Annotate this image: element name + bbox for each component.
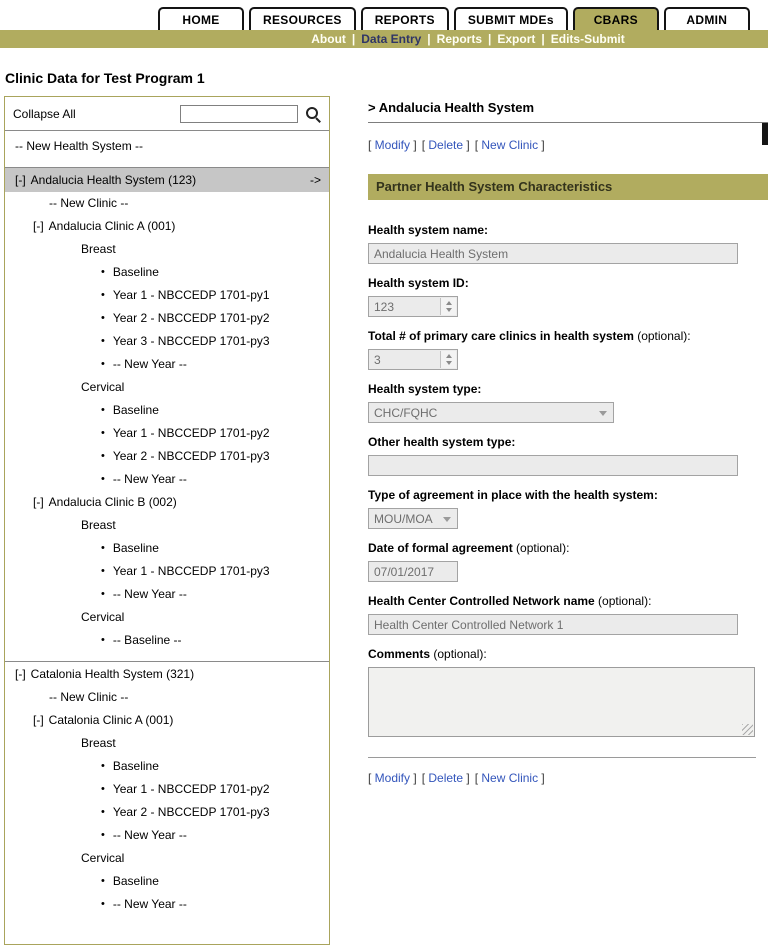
tree-collapse-toggle[interactable]: [-] (15, 173, 26, 187)
bracket: [ (474, 138, 482, 152)
tree-item[interactable] (5, 192, 329, 215)
tree-item[interactable] (5, 629, 329, 652)
tree-item[interactable] (5, 215, 329, 238)
field-value: Andalucia Health System (374, 246, 509, 261)
section-header: Partner Health System Characteristics (368, 174, 768, 200)
action-links (368, 771, 768, 785)
bottom-divider (368, 757, 756, 758)
field-label-text: Other health system type: (368, 435, 516, 449)
form-field (368, 435, 768, 476)
spinner-up-icon[interactable] (446, 301, 452, 305)
field-optional-text: (optional): (594, 594, 652, 608)
field-other-health-system-type[interactable] (368, 455, 738, 476)
action-links (368, 138, 768, 152)
field-label-text: Date of formal agreement (368, 541, 513, 555)
tree-item-label: Cervical (81, 380, 125, 394)
tree-item-label: Catalonia Clinic A (001) (48, 713, 174, 727)
breadcrumb: > Andalucia Health System (368, 100, 535, 115)
field-label-text: Health Center Controlled Network name (368, 594, 595, 608)
subnav-separator: | (427, 32, 431, 46)
tree-item[interactable] (5, 445, 329, 468)
search-icon[interactable] (304, 105, 321, 122)
field-label (368, 594, 768, 608)
field-label-text: Health system type: (368, 382, 482, 396)
action-link-modify[interactable]: Modify (374, 138, 411, 152)
tree-item[interactable] (5, 583, 329, 606)
tree-item[interactable] (5, 514, 329, 537)
tree-item[interactable] (5, 686, 329, 709)
tree-item[interactable] (5, 801, 329, 824)
field-health-system-type[interactable] (368, 402, 614, 423)
field-label-text: Total # of primary care clinics in health system (368, 329, 634, 343)
bracket: [ (368, 771, 375, 785)
bullet-icon: • (101, 473, 105, 485)
action-link-new-clinic[interactable]: New Clinic (481, 771, 539, 785)
tab-reports[interactable]: REPORTS (361, 7, 449, 30)
bullet-icon: • (101, 875, 105, 887)
tree-item[interactable] (5, 422, 329, 445)
tree-item-label: Year 1 - NBCCEDP 1701-py1 (112, 288, 270, 302)
bracket: ] (410, 771, 417, 785)
tree-item[interactable] (5, 261, 329, 284)
tree (5, 131, 329, 916)
field-type-of-agreement-in-place-with-the-health-system[interactable] (368, 508, 458, 529)
tree-item-label: Baseline (112, 403, 159, 417)
field-date-of-formal-agreement[interactable] (368, 561, 458, 582)
field-value: MOU/MOA (374, 511, 433, 526)
bullet-icon: • (101, 760, 105, 772)
field-health-system-name[interactable] (368, 243, 738, 264)
tree-item[interactable] (5, 847, 329, 870)
bullet-icon: • (101, 542, 105, 554)
field-health-system-id[interactable] (368, 296, 458, 317)
tree-item-label: Breast (81, 736, 116, 750)
action-item (475, 138, 545, 152)
bullet-icon: • (101, 427, 105, 439)
tree-item-label: -- New Health System -- (15, 138, 144, 153)
tree-item-label: Baseline (112, 541, 159, 555)
subnav-separator: | (541, 32, 545, 46)
field-label (368, 541, 768, 555)
bullet-icon: • (101, 404, 105, 416)
field-label (368, 382, 768, 396)
field-label-text: Health system ID: (368, 276, 469, 290)
form-field (368, 276, 768, 317)
field-label-text: Type of agreement in place with the health system: (368, 488, 658, 502)
tree-item-label: Baseline (112, 759, 159, 773)
bullet-icon: • (101, 335, 105, 347)
bullet-icon: • (101, 565, 105, 577)
bullet-icon: • (101, 634, 105, 646)
bracket: ] (463, 771, 470, 785)
tree-item-label: -- New Clinic -- (49, 690, 129, 704)
spinner-buttons[interactable] (440, 351, 456, 368)
tree-item-label: Andalucia Clinic A (001) (48, 219, 176, 233)
bracket: ] (538, 138, 545, 152)
tree-item-label: Year 3 - NBCCEDP 1701-py3 (112, 334, 270, 348)
field-comments[interactable] (368, 667, 755, 737)
subnav-separator: | (351, 32, 356, 46)
action-item (422, 771, 470, 785)
subnav-separator: | (488, 32, 492, 46)
top-divider (368, 122, 768, 123)
tree-item[interactable] (5, 376, 329, 399)
bracket: [ (421, 138, 429, 152)
tree-item[interactable] (5, 284, 329, 307)
tree-item-label: -- New Year -- (112, 472, 187, 486)
tree-item[interactable] (5, 537, 329, 560)
field-label (368, 435, 768, 449)
tree-item-label: Year 1 - NBCCEDP 1701-py2 (112, 426, 270, 440)
tab-submit-mdes[interactable]: SUBMIT MDEs (454, 7, 568, 30)
action-item (368, 771, 417, 785)
tree-item[interactable] (5, 330, 329, 353)
dropdown-arrow-icon (599, 411, 607, 416)
field-health-center-controlled-network-name[interactable] (368, 614, 738, 635)
form (368, 223, 768, 737)
right-edge-scrollbar-fragment (762, 123, 768, 145)
tree-item[interactable] (5, 238, 329, 261)
field-total-of-primary-care-clinics-in-health-system[interactable] (368, 349, 458, 370)
action-item (368, 138, 417, 152)
bracket: [ (421, 771, 429, 785)
subnav (0, 30, 768, 48)
detail-panel (368, 96, 768, 785)
tree-item[interactable] (5, 893, 329, 916)
bullet-icon: • (101, 806, 105, 818)
tab-cbars[interactable]: CBARS (573, 7, 659, 30)
bullet-icon: • (101, 358, 105, 370)
tree-item-label: Year 1 - NBCCEDP 1701-py3 (112, 564, 270, 578)
selected-arrow-icon: -> (309, 173, 321, 187)
bullet-icon: • (101, 588, 105, 600)
tree-item[interactable] (5, 307, 329, 330)
field-label-text: Comments (368, 647, 431, 661)
dropdown-arrow-icon (443, 517, 451, 522)
action-link-delete[interactable]: Delete (428, 138, 464, 152)
subnav-item-export[interactable]: Export (497, 32, 536, 46)
tree-item-label: -- New Year -- (112, 828, 187, 842)
tree-item-label: Year 2 - NBCCEDP 1701-py3 (112, 805, 270, 819)
bracket: ] (410, 138, 417, 152)
bullet-icon: • (101, 783, 105, 795)
spinner-up-icon[interactable] (446, 354, 452, 358)
tree-item-label: Breast (81, 242, 116, 256)
tree-item-label: Andalucia Health System (123) (30, 173, 197, 187)
field-optional-text: (optional): (512, 541, 570, 555)
subnav-item-edits-submit[interactable]: Edits-Submit (550, 32, 625, 46)
spinner-down-icon[interactable] (446, 308, 452, 312)
tree-item[interactable] (5, 399, 329, 422)
tree-item[interactable] (5, 167, 329, 192)
tree-item-label: -- New Clinic -- (49, 196, 129, 210)
spinner-down-icon[interactable] (446, 361, 452, 365)
form-field (368, 594, 768, 635)
tree-collapse-toggle[interactable]: [-] (33, 713, 44, 727)
field-value: CHC/FQHC (374, 405, 438, 420)
tree-item[interactable] (5, 824, 329, 847)
tab-bar (158, 7, 750, 30)
tree-item[interactable] (5, 870, 329, 893)
bullet-icon: • (101, 450, 105, 462)
bullet-icon: • (101, 289, 105, 301)
tree-item[interactable] (5, 131, 329, 161)
tree-panel (4, 96, 330, 945)
field-label (368, 329, 768, 343)
tree-item-label: Cervical (81, 610, 125, 624)
action-item (422, 138, 470, 152)
form-field (368, 488, 768, 529)
field-label (368, 223, 768, 237)
tree-item[interactable] (5, 709, 329, 732)
page-title: Clinic Data for Test Program 1 (5, 70, 205, 86)
tree-item-label: -- New Year -- (112, 357, 187, 371)
action-link-delete[interactable]: Delete (428, 771, 464, 785)
tree-item-label: Year 1 - NBCCEDP 1701-py2 (112, 782, 270, 796)
form-field (368, 382, 768, 423)
field-value: 07/01/2017 (374, 564, 435, 579)
bullet-icon: • (101, 829, 105, 841)
form-field (368, 223, 768, 264)
tree-item[interactable] (5, 468, 329, 491)
tree-item[interactable] (5, 491, 329, 514)
search-input[interactable] (180, 105, 298, 123)
tree-item[interactable] (5, 606, 329, 629)
tree-item[interactable] (5, 732, 329, 755)
bullet-icon: • (101, 266, 105, 278)
bracket: [ (474, 771, 482, 785)
subnav-item-data-entry[interactable]: Data Entry (361, 32, 422, 46)
tree-collapse-toggle[interactable]: [-] (33, 219, 44, 233)
tree-item-label: Cervical (81, 851, 125, 865)
tree-item-label: Year 2 - NBCCEDP 1701-py2 (112, 311, 270, 325)
bracket: ] (538, 771, 545, 785)
tree-item-label: Catalonia Health System (321) (30, 667, 195, 681)
tab-resources[interactable]: RESOURCES (249, 7, 356, 30)
form-field (368, 541, 768, 582)
tree-item-label: -- Baseline -- (112, 633, 182, 647)
field-label-text: Health system name: (368, 223, 489, 237)
tree-item-label: -- New Year -- (112, 897, 187, 911)
tree-item-label: Andalucia Clinic B (002) (48, 495, 177, 509)
subnav-item-about[interactable]: About (311, 32, 346, 46)
field-label (368, 647, 768, 661)
form-field (368, 329, 768, 370)
tree-item-label: Baseline (112, 265, 159, 279)
tree-item-label: Year 2 - NBCCEDP 1701-py3 (112, 449, 270, 463)
field-value: 3 (374, 352, 381, 367)
action-link-modify[interactable]: Modify (374, 771, 411, 785)
tree-item[interactable] (5, 755, 329, 778)
tree-item[interactable] (5, 353, 329, 376)
action-item (475, 771, 545, 785)
field-optional-text: (optional): (430, 647, 487, 661)
field-value: Health Center Controlled Network 1 (374, 617, 564, 632)
field-label (368, 276, 768, 290)
tree-item-label: Breast (81, 518, 116, 532)
tree-item-label: Baseline (112, 874, 159, 888)
resize-grip-icon[interactable] (742, 724, 753, 735)
spinner-buttons[interactable] (440, 298, 456, 315)
subnav-item-reports[interactable]: Reports (436, 32, 482, 46)
collapse-all-button[interactable]: Collapse All (13, 106, 76, 121)
tree-item-label: -- New Year -- (112, 587, 187, 601)
tree-collapse-toggle[interactable]: [-] (33, 495, 44, 509)
tab-home[interactable]: HOME (158, 7, 244, 30)
field-value: 123 (374, 299, 395, 314)
tree-item[interactable] (5, 661, 329, 686)
tree-item[interactable] (5, 560, 329, 583)
bracket: ] (463, 138, 470, 152)
field-optional-text: (optional): (633, 329, 691, 343)
action-link-new-clinic[interactable]: New Clinic (481, 138, 539, 152)
bullet-icon: • (101, 312, 105, 324)
field-label (368, 488, 768, 502)
tab-admin[interactable]: ADMIN (664, 7, 750, 30)
tree-item[interactable] (5, 778, 329, 801)
form-field (368, 647, 768, 737)
bullet-icon: • (101, 898, 105, 910)
tree-collapse-toggle[interactable]: [-] (15, 667, 26, 681)
tree-header (5, 97, 329, 131)
bracket: [ (368, 138, 375, 152)
